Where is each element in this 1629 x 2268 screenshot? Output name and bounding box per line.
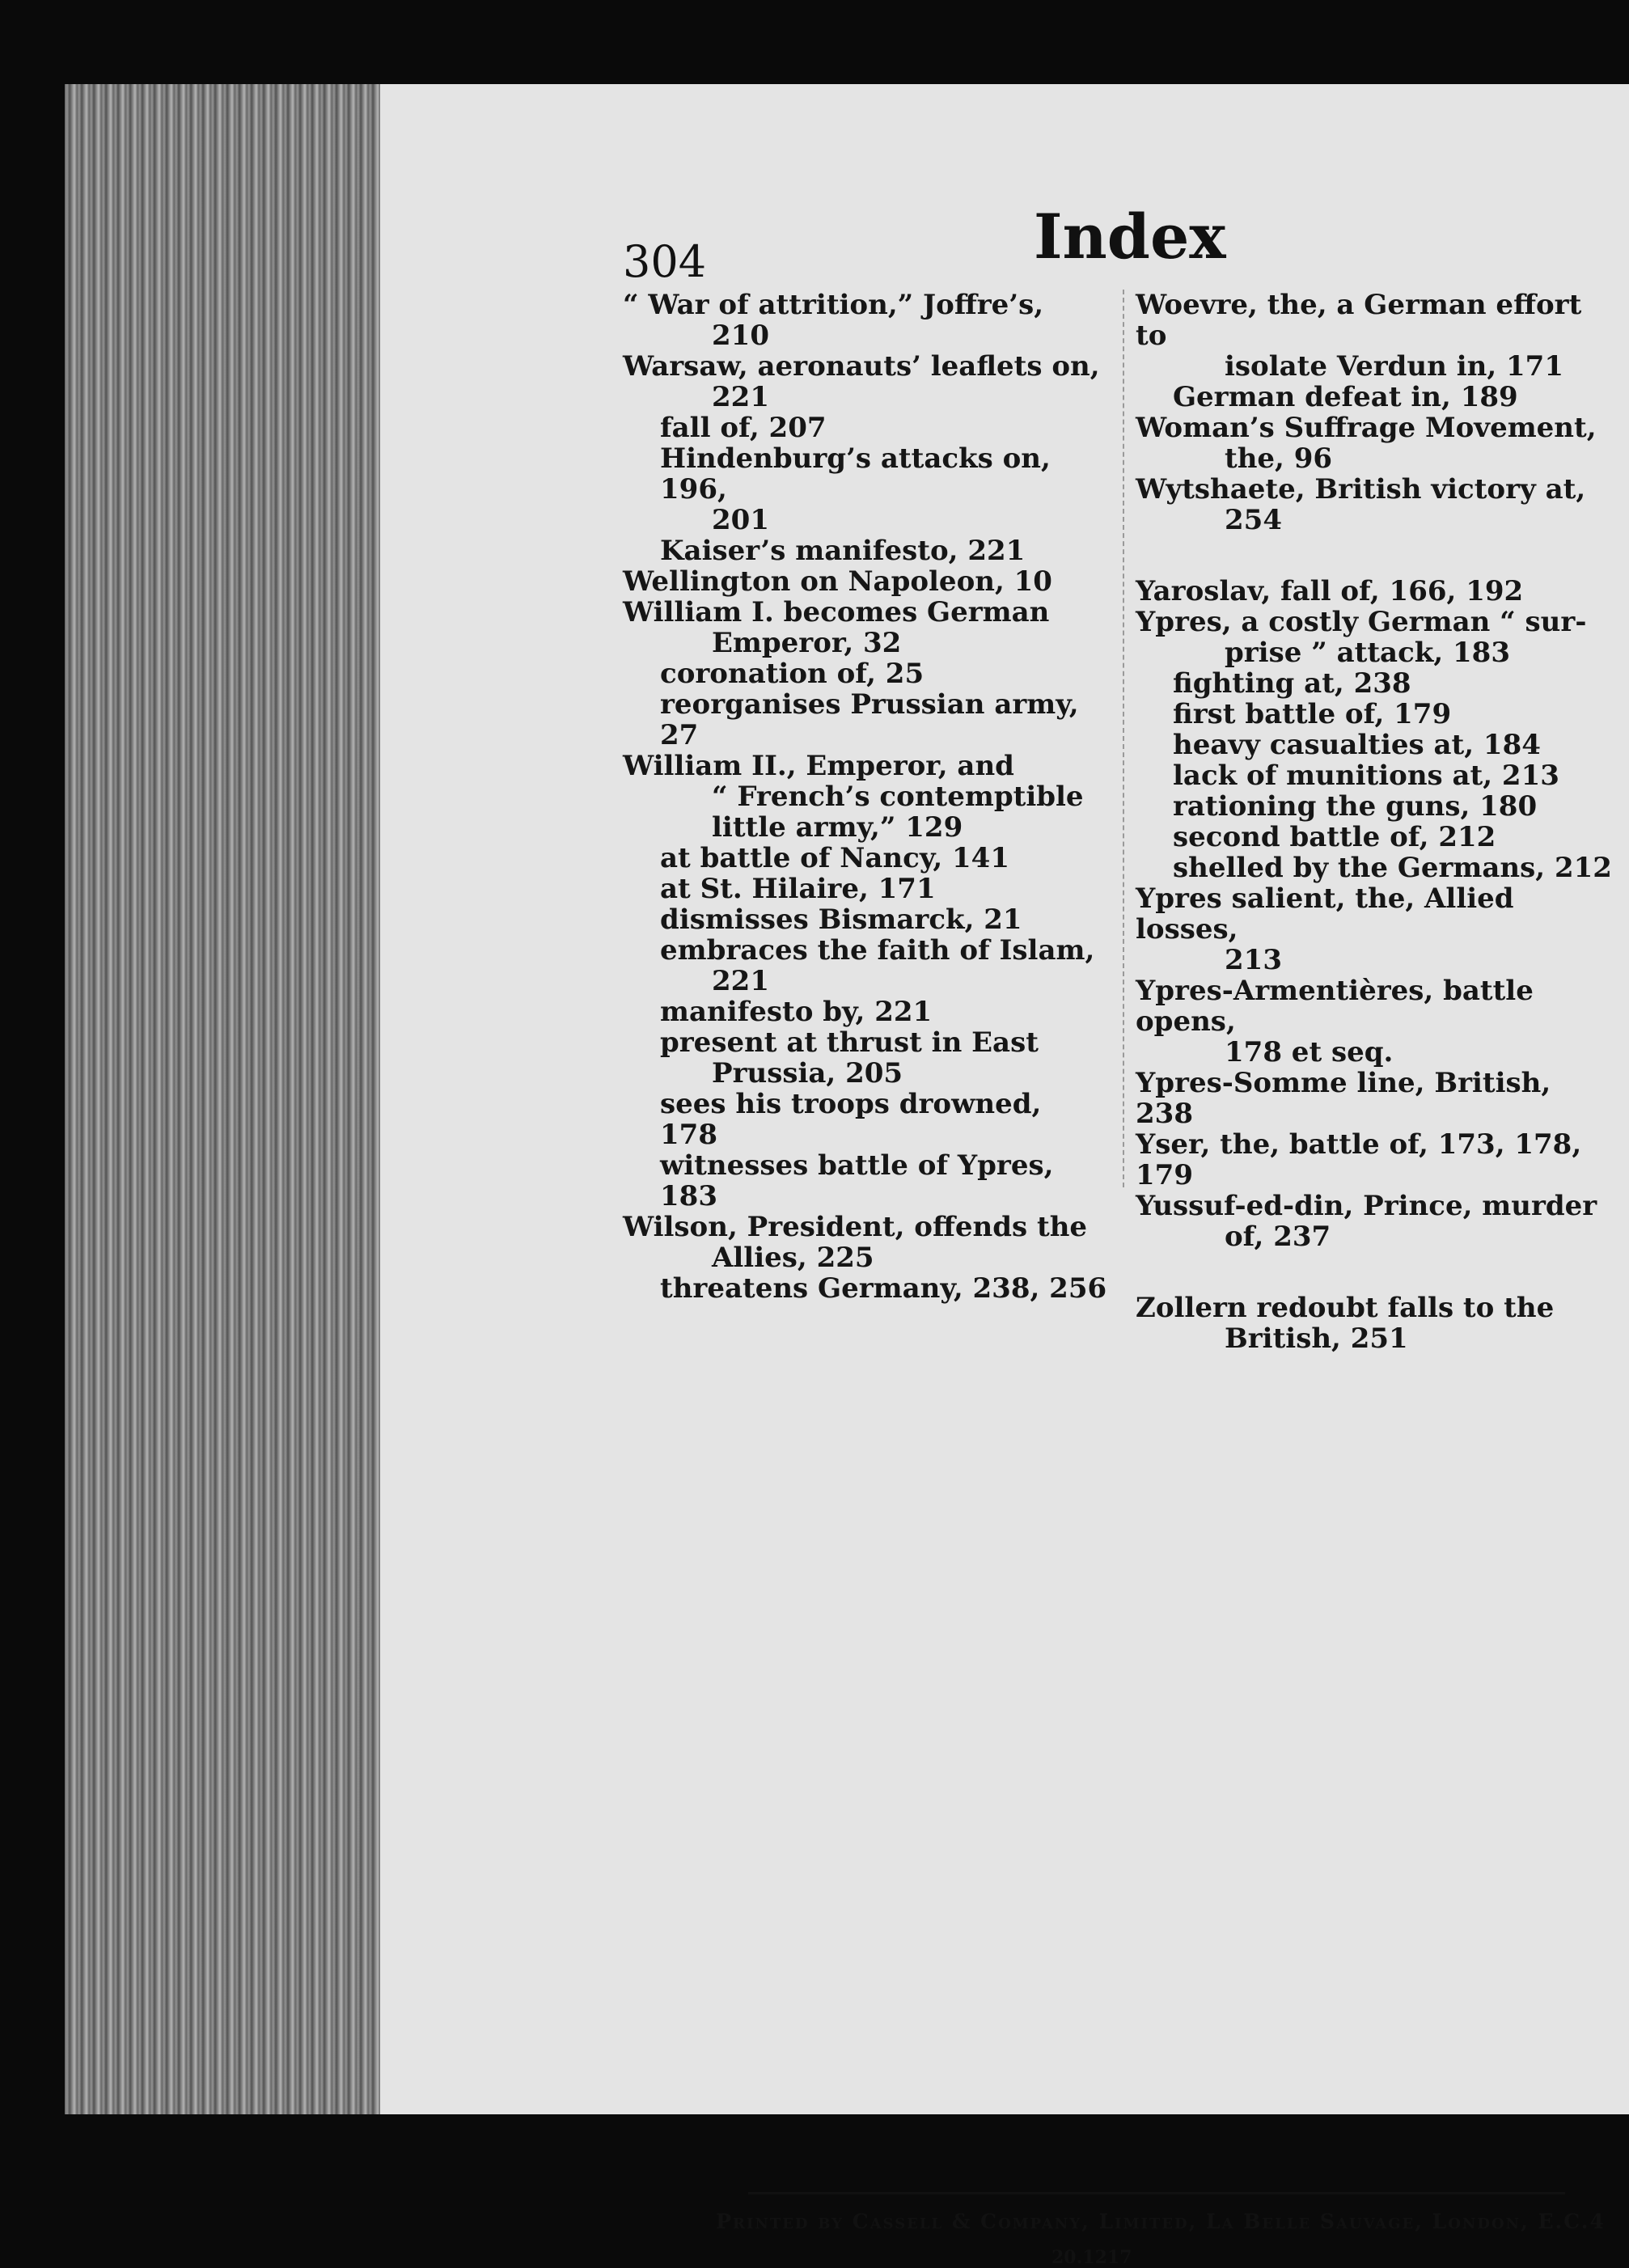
- index-entry: Ypres salient, the, Allied losses,: [1136, 882, 1514, 946]
- index-entry: Ypres, a costly German “ sur-: [1136, 606, 1587, 638]
- index-entry: at St. Hilaire, 171: [660, 873, 936, 905]
- index-entry: reorganises Prussian army, 27: [660, 688, 1079, 751]
- index-entry: Ypres-Somme line, British, 238: [1136, 1067, 1551, 1130]
- index-entry: 201: [712, 504, 769, 536]
- index-entry: lack of munitions at, 213: [1173, 760, 1559, 792]
- index-entry: 213: [1225, 944, 1282, 976]
- index-entry: manifesto by, 221: [660, 996, 933, 1028]
- index-entry: 178 et seq.: [1225, 1036, 1394, 1068]
- index-entry: threatens Germany, 238, 256: [660, 1272, 1107, 1305]
- index-entry: isolate Verdun in, 171: [1225, 350, 1563, 383]
- index-entry: first battle of, 179: [1173, 698, 1452, 730]
- index-entry: sees his troops drowned, 178: [660, 1088, 1042, 1151]
- page-title: Index: [1034, 201, 1226, 273]
- index-entry: Wilson, President, offends the: [623, 1211, 1088, 1243]
- page-number: 304: [623, 236, 707, 287]
- index-entry: fall of, 207: [660, 412, 827, 444]
- index-entry: 254: [1225, 504, 1282, 536]
- index-entry: of, 237: [1225, 1221, 1331, 1253]
- index-entry: Zollern redoubt falls to the: [1136, 1292, 1555, 1324]
- index-entry: embraces the faith of Islam,: [660, 934, 1095, 967]
- index-entry: Warsaw, aeronauts’ leaflets on,: [623, 350, 1100, 383]
- index-entry: Ypres-Armentières, battle opens,: [1136, 975, 1534, 1038]
- index-entry: present at thrust in East: [660, 1026, 1039, 1059]
- index-entry: 221: [712, 965, 769, 997]
- section-gap: [1136, 1252, 1613, 1293]
- index-entry: heavy casualties at, 184: [1173, 729, 1541, 761]
- index-entry: fighting at, 238: [1173, 667, 1411, 700]
- column-divider: [1123, 290, 1124, 1187]
- index-entry: rationing the guns, 180: [1173, 790, 1538, 823]
- footer-rule: [748, 2192, 1565, 2194]
- index-entry: Woevre, the, a German effort to: [1136, 289, 1582, 352]
- index-entry: at battle of Nancy, 141: [660, 842, 1009, 874]
- index-entry: Wytshaete, British victory at,: [1136, 473, 1586, 506]
- index-entry: Woman’s Suffrage Movement,: [1136, 412, 1597, 444]
- index-entry: coronation of, 25: [660, 658, 925, 690]
- index-entry: 210: [712, 319, 769, 352]
- index-entry: Emperor, 32: [712, 627, 902, 659]
- index-column-right: [1136, 290, 1613, 1354]
- section-gap: [1136, 535, 1613, 576]
- index-entry: Yser, the, battle of, 173, 178, 179: [1136, 1128, 1582, 1191]
- printer-imprint: Printed by Cassell & Company, Limited, La Belle Sauvage, London, E.C.4: [716, 2210, 1606, 2233]
- index-entry: the, 96: [1225, 442, 1333, 475]
- index-column-left: [623, 290, 1108, 1304]
- index-entry: Kaiser’s manifesto, 221: [660, 535, 1026, 567]
- index-entry: witnesses battle of Ypres, 183: [660, 1149, 1054, 1212]
- index-entry: Prussia, 205: [712, 1057, 903, 1090]
- index-entry: Wellington on Napoleon, 10: [623, 565, 1052, 598]
- index-entry: Hindenburg’s attacks on, 196,: [660, 442, 1051, 506]
- index-entry: “ French’s contemptible: [712, 781, 1084, 813]
- index-entry: second battle of, 212: [1173, 821, 1496, 853]
- index-entry: British, 251: [1225, 1322, 1408, 1355]
- index-entry: Allies, 225: [712, 1242, 874, 1274]
- index-entry: “ War of attrition,” Joffre’s,: [623, 289, 1044, 321]
- index-entry: dismisses Bismarck, 21: [660, 903, 1022, 936]
- book-gutter: [65, 84, 388, 2114]
- index-entry: William I. becomes German: [623, 596, 1050, 628]
- index-entry: German defeat in, 189: [1173, 381, 1518, 413]
- print-code: 20.1217: [1051, 2247, 1132, 2268]
- index-entry: Yaroslav, fall of, 166, 192: [1136, 575, 1524, 607]
- index-entry: prise ” attack, 183: [1225, 637, 1510, 669]
- index-entry: shelled by the Germans, 212: [1173, 852, 1612, 884]
- index-entry: 221: [712, 381, 769, 413]
- index-entry: Yussuf-ed-din, Prince, murder: [1136, 1190, 1597, 1222]
- index-entry: little army,” 129: [712, 811, 963, 844]
- index-entry: William II., Emperor, and: [623, 750, 1014, 782]
